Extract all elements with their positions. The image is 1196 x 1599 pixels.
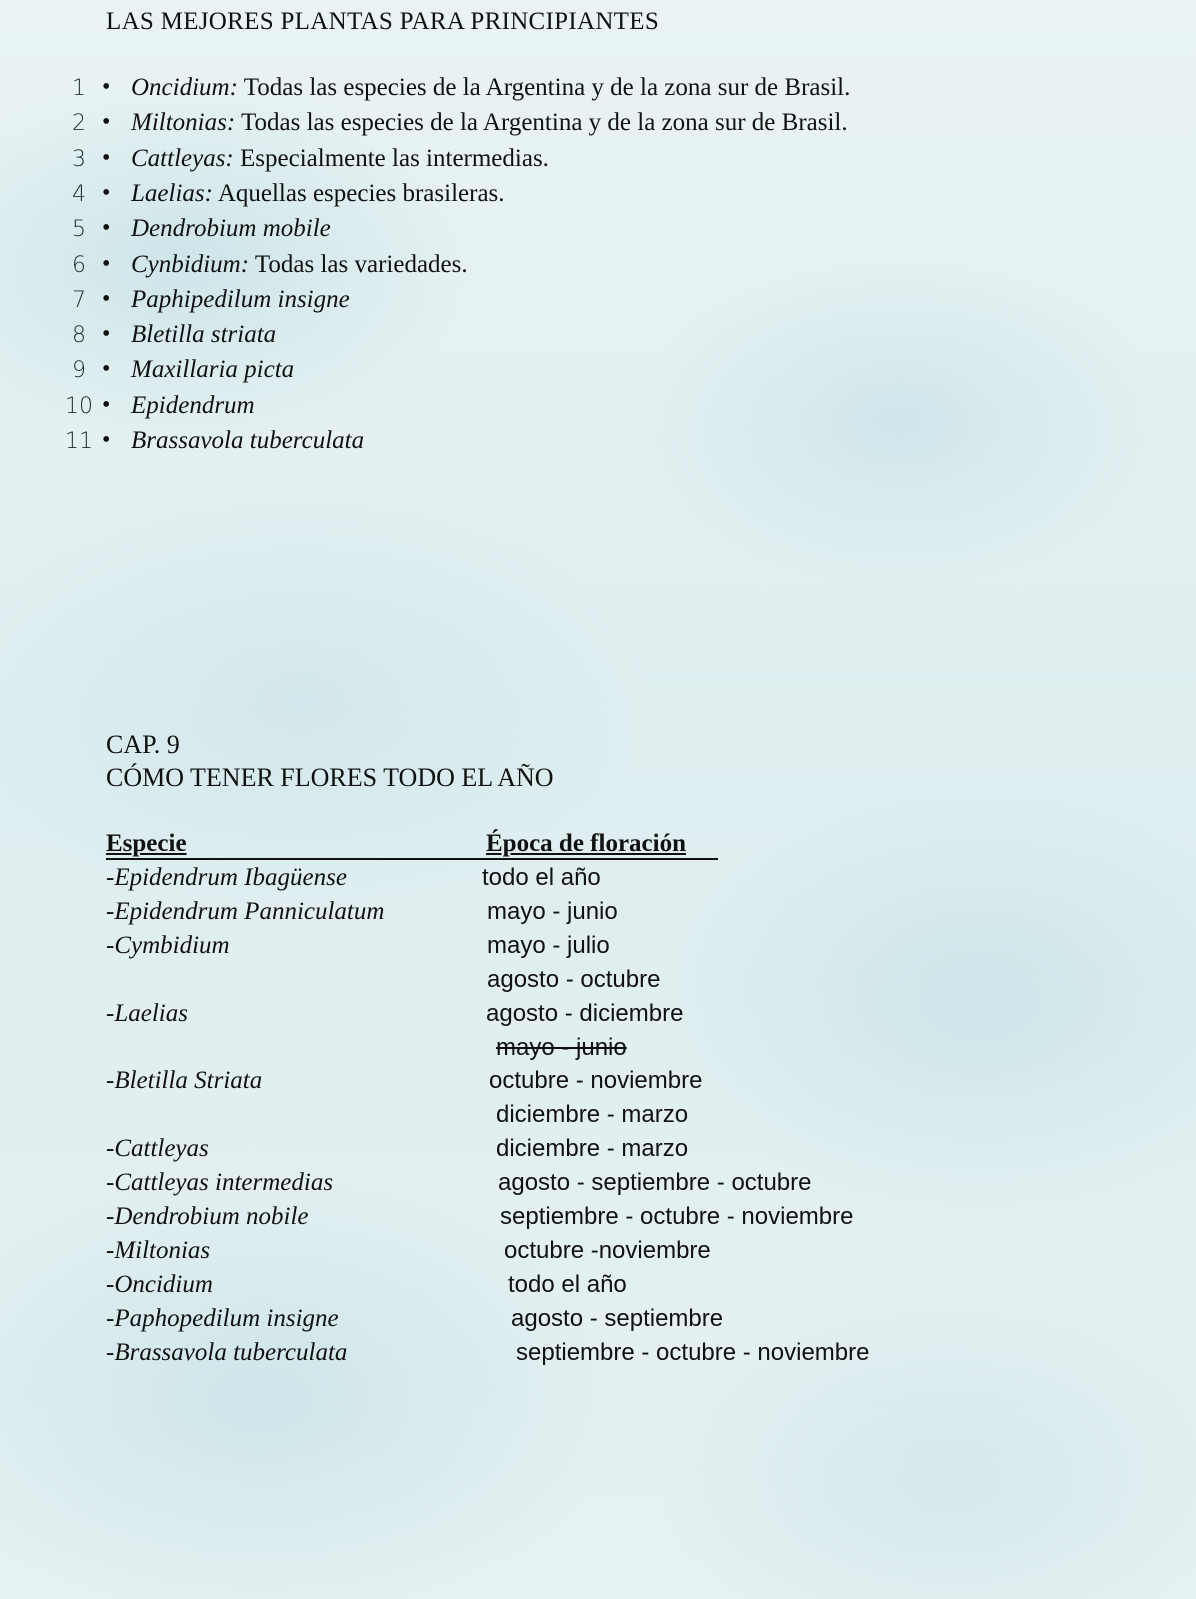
plant-entry [131, 109, 848, 137]
species-cell: -Epidendrum Panniculatum [106, 897, 385, 925]
plant-entry [131, 180, 505, 208]
handwritten-number: 2 [72, 111, 86, 137]
table-row [0, 1237, 1100, 1271]
species-cell: -Miltonias [106, 1236, 211, 1264]
list-item [0, 180, 1100, 214]
season-cell: septiembre - octubre - noviembre [500, 1203, 854, 1230]
plant-name: Cattleyas: [131, 144, 234, 172]
plant-note: Aquellas especies brasileras. [217, 179, 505, 207]
plant-entry [131, 74, 850, 102]
table-row [0, 1034, 1100, 1068]
species-cell: -Brassavola tuberculata [106, 1338, 348, 1366]
plant-entry [131, 392, 255, 420]
plant-entry [131, 251, 468, 279]
handwritten-number: 1 [72, 76, 86, 101]
season-cell: mayo - junio [487, 897, 618, 925]
list-item [0, 356, 1100, 390]
season-cell: agosto - octubre [487, 965, 661, 993]
table-row [0, 1169, 1100, 1203]
list-item [0, 427, 1100, 461]
handwritten-number: 7 [72, 287, 86, 313]
plant-entry [131, 215, 331, 243]
table-header-rule [106, 858, 718, 860]
struck-season-cell: mayo - junio [496, 1033, 627, 1061]
species-cell: -Laelias [106, 999, 188, 1027]
season-cell: diciembre - marzo [496, 1101, 689, 1129]
bullet-icon: • [102, 250, 111, 277]
plant-note: Todas las variedades. [254, 250, 468, 278]
species-cell: -Dendrobium nobile [106, 1203, 309, 1230]
list-item [0, 392, 1100, 426]
handwritten-number: 4 [72, 181, 86, 207]
table-row [0, 1271, 1100, 1305]
table-row [0, 1305, 1100, 1339]
season-cell: mayo - julio [487, 931, 610, 959]
list-item [0, 286, 1100, 320]
list-item [0, 251, 1100, 285]
bullet-icon: • [102, 179, 111, 206]
table-header-season: Época de floración [486, 830, 686, 857]
plant-entry [131, 145, 549, 173]
season-cell: agosto - diciembre [486, 999, 684, 1027]
species-cell: -Oncidium [106, 1270, 213, 1298]
list-item [0, 145, 1100, 179]
species-cell: -Bletilla Striata [106, 1067, 263, 1095]
species-cell: -Epidendrum Ibagüense [106, 864, 347, 891]
season-cell: todo el año [508, 1270, 627, 1298]
bullet-icon: • [102, 391, 111, 418]
plant-name: Brassavola tuberculata [131, 427, 365, 454]
handwritten-number: 5 [72, 217, 86, 243]
page-title: LAS MEJORES PLANTAS PARA PRINCIPIANTES [106, 8, 660, 35]
plant-name: Bletilla striata [131, 321, 277, 349]
table-row [0, 932, 1100, 966]
season-cell: agosto - septiembre - octubre [498, 1169, 812, 1197]
plant-note: Todas las especies de la Argentina y de la zona sur de Brasil. [240, 109, 848, 137]
season-cell: septiembre - octubre - noviembre [516, 1338, 870, 1366]
handwritten-number: 6 [72, 252, 86, 278]
table-row [0, 1135, 1100, 1169]
plant-name: Paphipedilum insigne [131, 285, 350, 313]
season-cell: diciembre - marzo [496, 1135, 689, 1163]
table-row [0, 1339, 1100, 1373]
handwritten-number: 10 [65, 393, 93, 419]
species-cell: -Cattleyas [106, 1135, 209, 1163]
bullet-icon: • [102, 144, 111, 171]
bullet-icon: • [102, 427, 111, 453]
table-row [0, 1203, 1100, 1237]
list-item [0, 109, 1100, 143]
table-row [0, 1101, 1100, 1135]
species-cell: -Cymbidium [106, 931, 230, 959]
plant-name: Laelias: [131, 179, 213, 207]
season-cell: agosto - septiembre [511, 1304, 724, 1332]
plant-name: Dendrobium mobile [131, 215, 331, 243]
plant-name: Miltonias: [131, 109, 236, 137]
table-row [0, 1067, 1100, 1101]
bullet-icon: • [102, 74, 111, 100]
table-row [0, 898, 1100, 932]
list-item [0, 74, 1100, 108]
season-cell: todo el año [482, 864, 601, 891]
chapter-title: CÓMO TENER FLORES TODO EL AÑO [106, 763, 554, 792]
handwritten-number: 8 [72, 323, 86, 349]
table-row [0, 1000, 1100, 1034]
plant-name: Epidendrum [131, 391, 255, 419]
species-cell: -Cattleyas intermedias [106, 1169, 334, 1197]
table-row [0, 966, 1100, 1000]
plant-entry [131, 321, 276, 349]
list-item [0, 215, 1100, 249]
table-header-species: Especie [106, 830, 187, 857]
plant-entry [131, 427, 364, 455]
handwritten-number: 9 [72, 358, 86, 384]
bullet-icon: • [102, 215, 111, 242]
table-row [0, 864, 1100, 898]
handwritten-number: 11 [65, 429, 93, 454]
species-cell: -Paphopedilum insigne [106, 1304, 339, 1332]
bullet-icon: • [102, 321, 111, 348]
plant-entry [131, 286, 350, 314]
plant-name: Oncidium: [131, 74, 238, 101]
plant-note: Especialmente las intermedias. [240, 144, 549, 172]
chapter-label: CAP. 9 [106, 730, 180, 759]
plant-entry [131, 356, 294, 384]
plant-name: Maxillaria picta [131, 356, 295, 384]
plant-name: Cynbidium: [131, 250, 250, 278]
bullet-icon: • [102, 109, 111, 136]
bullet-icon: • [102, 285, 111, 312]
season-cell: octubre -noviembre [504, 1236, 711, 1264]
season-cell: octubre - noviembre [489, 1067, 703, 1095]
plant-note: Todas las especies de la Argentina y de la zona sur de Brasil. [243, 74, 851, 101]
list-item [0, 321, 1100, 355]
handwritten-number: 3 [72, 146, 86, 172]
bullet-icon: • [102, 356, 111, 383]
